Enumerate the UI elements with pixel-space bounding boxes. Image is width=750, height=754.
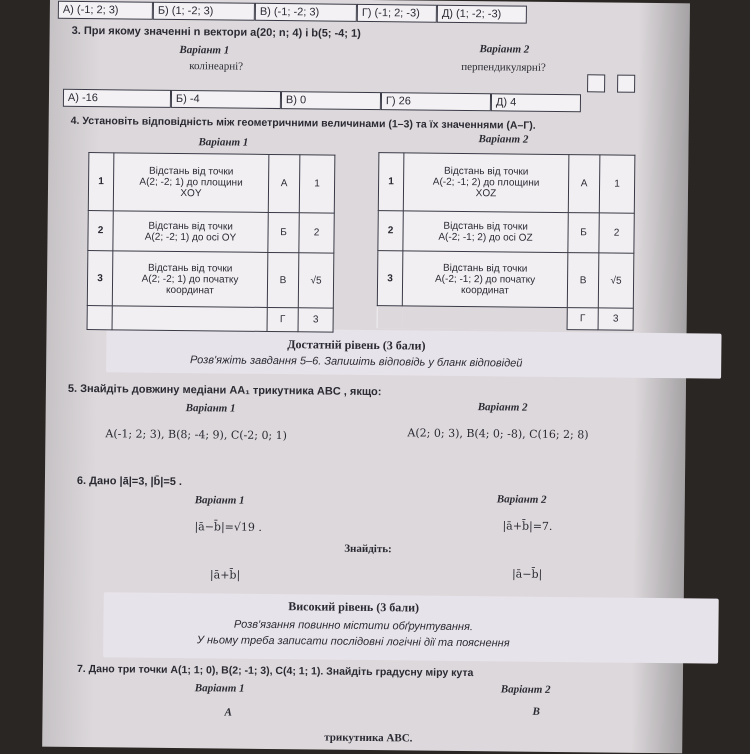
desc-line: координат (461, 284, 509, 296)
answer-value: 2 (299, 213, 334, 253)
answer-value: √5 (298, 253, 334, 308)
row-description (113, 211, 268, 253)
table-row (378, 211, 634, 254)
q2-option-v[interactable]: В) (-1; -2; 3) (255, 3, 357, 22)
desc-line: XOZ (475, 188, 497, 200)
answer-letter: Б (268, 212, 299, 252)
desc-line: Відстань від точки (148, 220, 233, 233)
desc-line: A(2; -2; 1) до осі OY (144, 231, 237, 244)
answer-letter: В (267, 252, 299, 307)
q3-variant2: Варіант 2 (479, 43, 530, 56)
q4-table-variant1 (87, 152, 336, 333)
answer-value: 1 (299, 155, 335, 213)
q2-option-b[interactable]: Б) (1; -2; 3) (153, 2, 255, 21)
row-description (113, 153, 269, 213)
q6-find1: |ā+b̄| (209, 568, 241, 582)
row-number (87, 306, 112, 330)
desc-line: Відстань від точки (442, 262, 528, 275)
table-row (88, 153, 335, 214)
row-number: 3 (377, 251, 403, 306)
q5-variant1: Варіант 1 (185, 402, 236, 415)
q3-check-2[interactable] (617, 75, 635, 93)
answer-letter: А (268, 154, 300, 212)
q5-question: 5. Знайдіть довжину медіани AA₁ трикутника ABC , якщо: (67, 382, 382, 399)
table-row (88, 211, 334, 254)
q3-variant2-text: перпендикулярні? (461, 60, 546, 74)
answer-value: 3 (298, 308, 333, 332)
desc-line: Відстань від точки (443, 220, 528, 233)
desc-line: Відстань від точки (148, 165, 234, 178)
q7-variant1-text: A (224, 706, 232, 719)
q4-question: 4. Установіть відповідність між геометричними величинами (1–3) та їх значеннями (А–Г). (70, 114, 536, 132)
row-number: 2 (88, 211, 113, 251)
answer-letter: В (567, 253, 599, 308)
desc-line: A(-2; -1; 2) до початку (434, 273, 536, 286)
q6-variant1-text: |ā−b̄|=√19 . (194, 520, 262, 534)
q5-variant2: Варіант 2 (477, 401, 528, 414)
answer-value: 3 (598, 308, 633, 330)
table-row (377, 306, 633, 331)
desc-line: A(-2; -1; 2) до осі OZ (438, 231, 533, 244)
q7-variant2-text: B (532, 705, 540, 718)
desc-line: Відстань від точки (443, 165, 529, 178)
q2-option-a[interactable]: А) (-1; 2; 3) (58, 1, 153, 20)
q7-variant2: Варіант 2 (500, 683, 551, 696)
answer-value: √5 (598, 253, 634, 308)
desc-line: Відстань від точки (147, 262, 233, 275)
q3-option-a[interactable]: А) -16 (63, 89, 171, 108)
q6-variant2: Варіант 2 (496, 493, 547, 506)
q3-option-v[interactable]: В) 0 (281, 91, 381, 110)
table-row (378, 153, 635, 214)
q3-options-row (63, 89, 581, 112)
answer-letter: Г (567, 308, 598, 330)
row-description (402, 251, 568, 308)
row-description (403, 153, 569, 213)
table-row (87, 306, 333, 333)
level3-line1: Розв'язання повинно містити обґрунтування. (233, 618, 474, 634)
row-number (377, 306, 402, 328)
q5-variant2-text: A(2; 0; 3), B(4; 0; -8), C(16; 2; 8) (407, 426, 589, 442)
level2-title: Достатній рівень (3 бали) (287, 337, 426, 353)
q4-variant2: Варіант 2 (478, 133, 529, 146)
level3-line2: У ньому треба записати послідовні логічні дії та пояснення (196, 634, 510, 650)
q6-variant1: Варіант 1 (194, 494, 245, 507)
row-description (402, 306, 567, 330)
q2-option-g[interactable]: Г) (-1; 2; -3) (357, 4, 437, 23)
row-number: 1 (378, 153, 404, 211)
desc-line: A(2; -2; 1) до площини (139, 176, 243, 189)
q6-variant2-text: |ā+b̄|=7. (502, 519, 553, 533)
q3-option-b[interactable]: Б) -4 (171, 90, 281, 109)
table-row (87, 251, 334, 309)
q5-variant1-text: A(-1; 2; 3), B(8; -4; 9), C(-2; 0; 1) (105, 427, 288, 443)
row-number: 1 (88, 153, 114, 211)
q3-variant1: Варіант 1 (179, 44, 230, 57)
row-number: 3 (87, 251, 113, 306)
desc-line: A(2; -2; 1) до початку (141, 273, 239, 286)
answer-letter: А (568, 155, 600, 213)
q3-option-d[interactable]: Д) 4 (491, 93, 581, 112)
row-description (403, 211, 568, 253)
q7-question: 7. Дано три точки A(1; 1; 0), B(2; -1; 3), C(4; 1; 1). Знайдіть градусну міру кута (76, 662, 474, 680)
answer-letter: Б (568, 213, 599, 253)
answer-value: 2 (599, 213, 634, 253)
table-row (377, 251, 634, 309)
desc-line: координат (165, 284, 214, 296)
level3-title: Високий рівень (3 бали) (288, 599, 420, 615)
q3-option-g[interactable]: Г) 26 (381, 92, 491, 111)
desc-line: XOY (180, 188, 202, 200)
q6-find: Знайдіть: (344, 542, 392, 556)
q7-variant1: Варіант 1 (194, 682, 245, 695)
q6-question: 6. Дано |ā|=3, |b̄|=5 . (76, 474, 183, 489)
q3-check-1[interactable] (587, 74, 605, 92)
q7-tail: трикутника ABC. (324, 731, 413, 745)
q4-variant1: Варіант 1 (198, 136, 249, 149)
q4-table-variant2 (377, 152, 636, 331)
worksheet-page (42, 0, 690, 753)
row-description (112, 251, 268, 308)
q3-variant1-text: колінеарні? (189, 60, 244, 73)
row-description (112, 306, 267, 332)
q6-find2: |ā−b̄| (511, 567, 543, 581)
level2-subtitle: Розв'яжіть завдання 5–6. Запишіть відповідь у бланк відповідей (189, 354, 523, 370)
desc-line: A(-2; -1; 2) до площини (432, 176, 540, 189)
answer-value: 1 (599, 155, 635, 213)
q2-options-row (58, 1, 527, 24)
answer-letter: Г (267, 307, 298, 331)
row-number: 2 (378, 211, 403, 251)
q3-question: 3. При якому значенні n вектори a(20; n; 4) і b(5; -4; 1) (71, 24, 361, 40)
q2-option-d[interactable]: Д) (1; -2; -3) (437, 5, 527, 24)
